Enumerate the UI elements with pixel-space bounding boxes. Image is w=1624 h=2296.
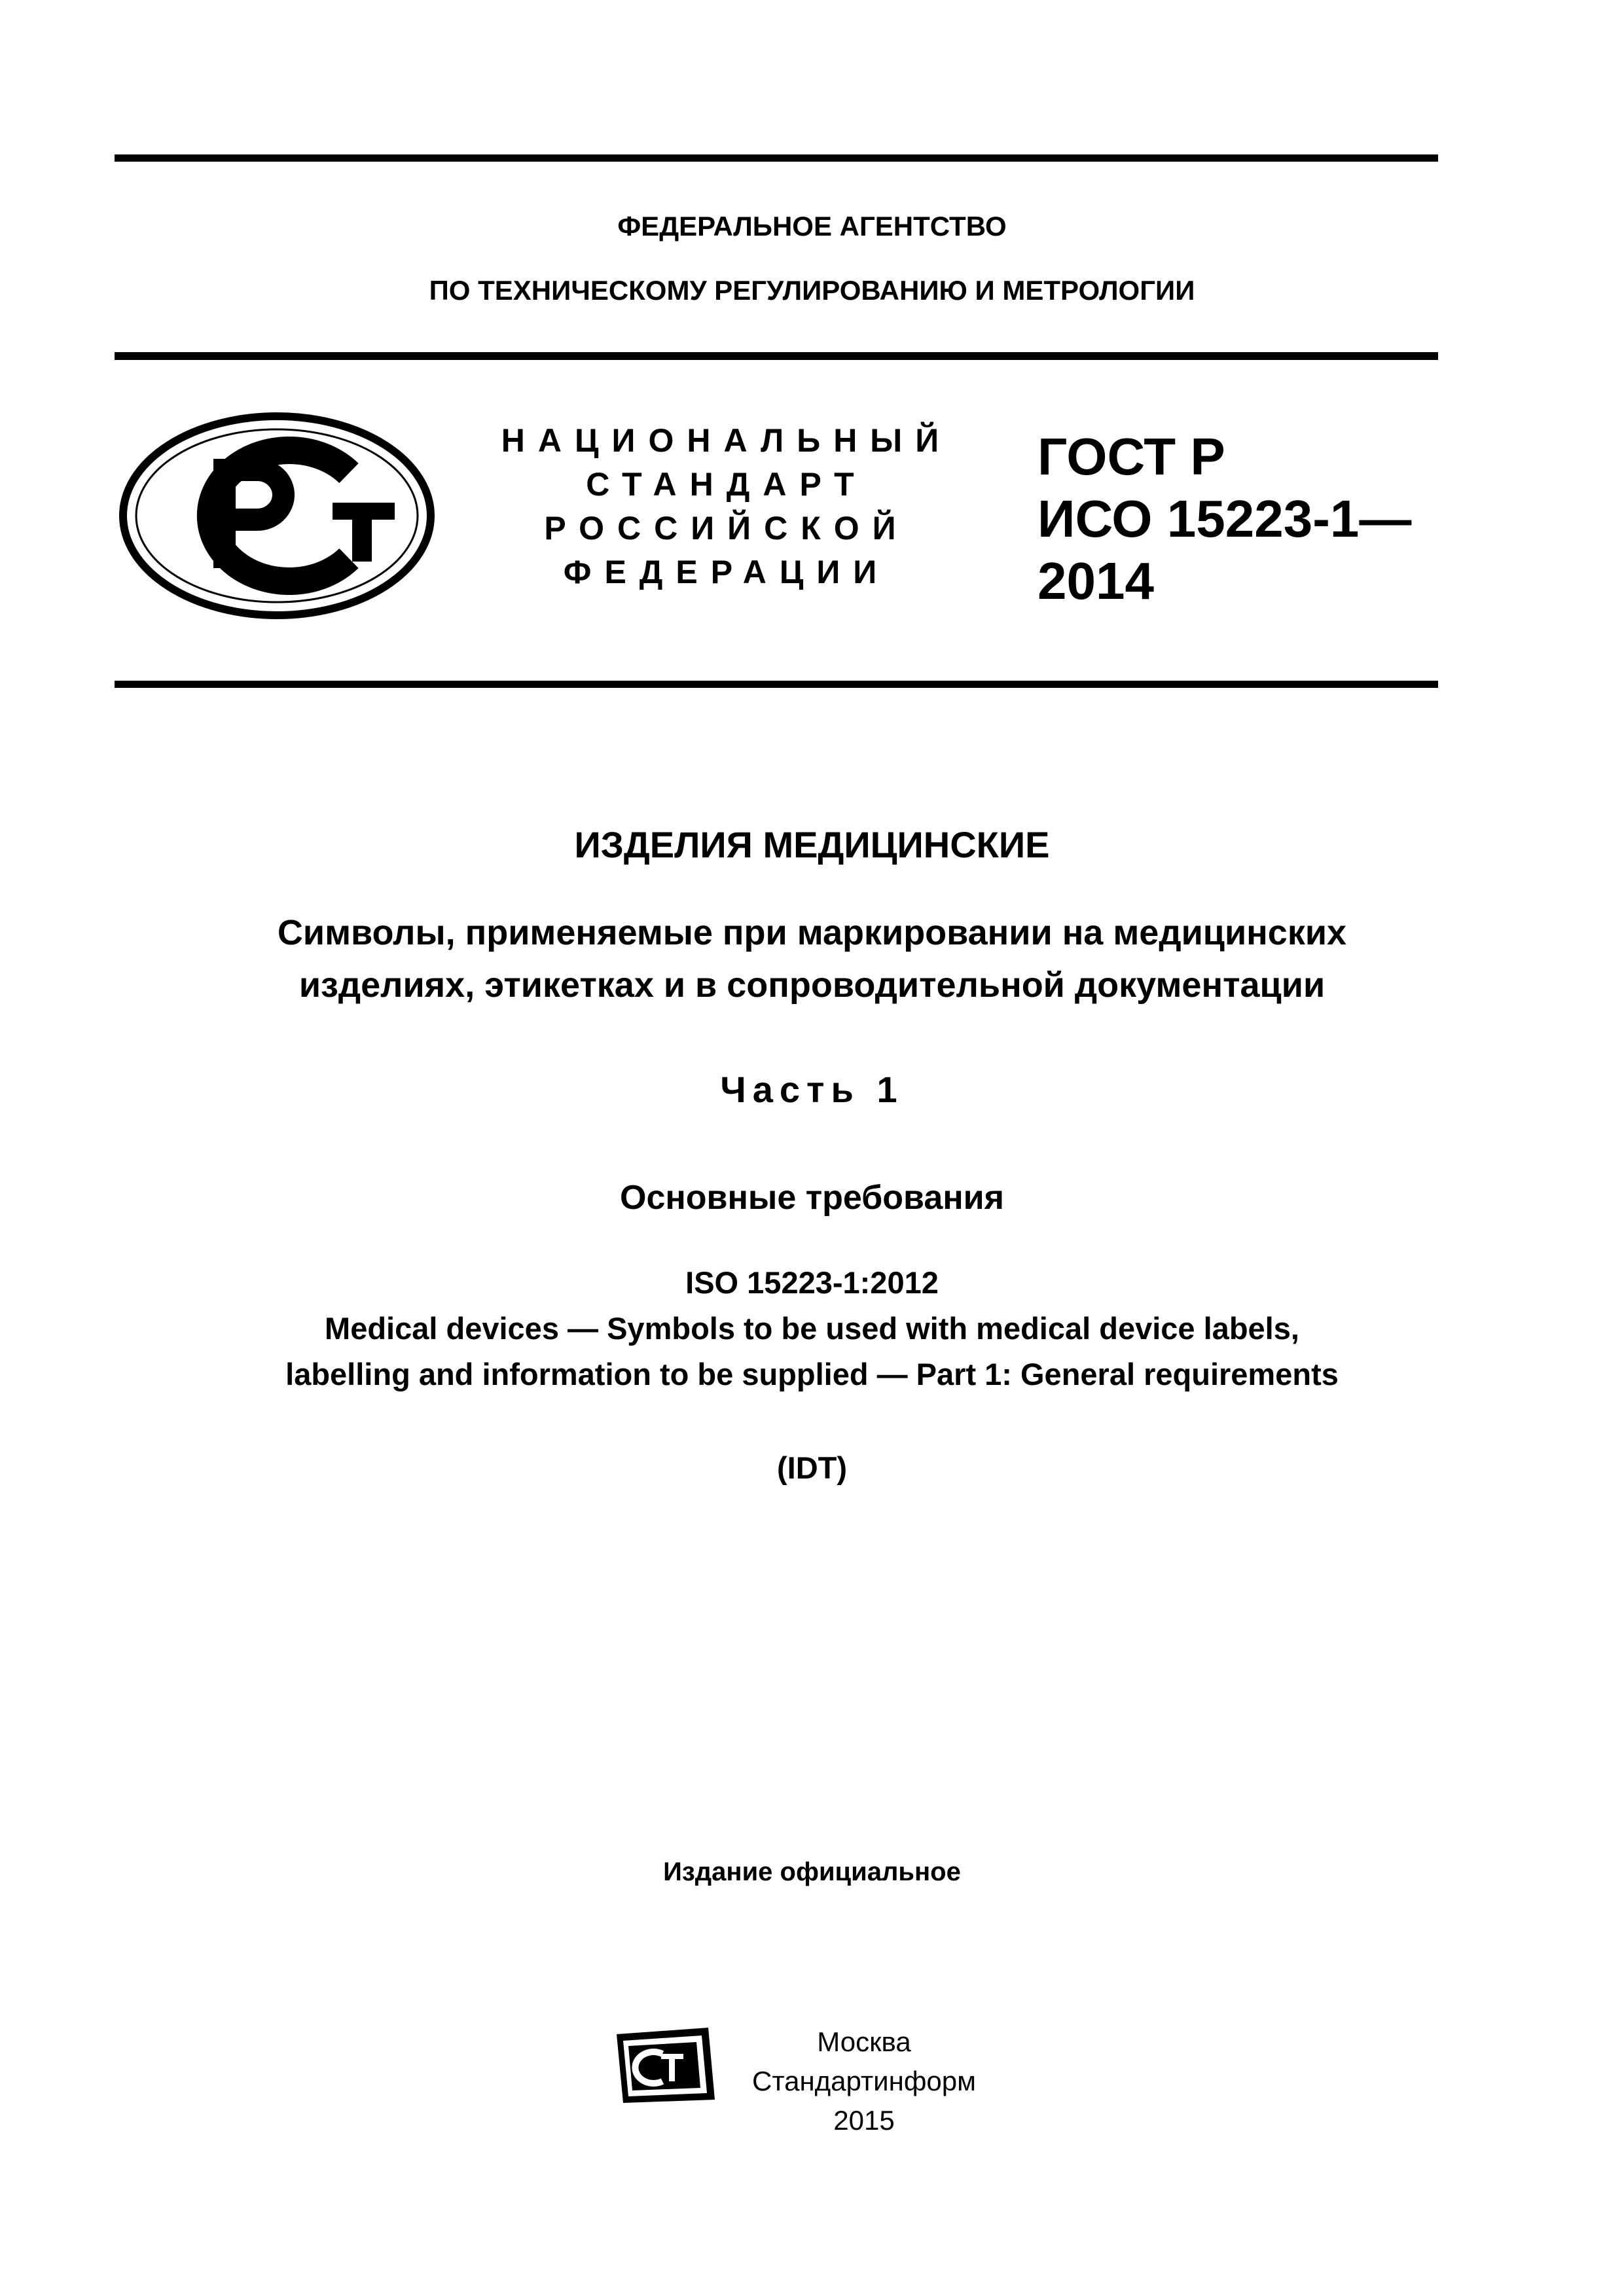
standard-designation (1038, 425, 1411, 612)
top-rule (115, 154, 1438, 162)
international-reference (0, 1260, 1624, 1397)
publication-city: Москва (817, 2026, 911, 2057)
document-subtitle (0, 906, 1624, 1011)
equivalence-degree: (IDT) (776, 1450, 847, 1485)
publication-info (720, 2022, 1008, 2140)
iso-number: ISO 15223-1:2012 (685, 1265, 939, 1300)
national-line-1: НАЦИОНАЛЬНЫЙ (501, 422, 952, 459)
rule-below-designation (115, 681, 1438, 688)
national-line-2: СТАНДАРТ (586, 466, 867, 503)
publisher-name: Стандартинформ (752, 2066, 976, 2096)
part-number: Часть 1 (720, 1069, 904, 1110)
rule-below-agency (115, 352, 1438, 360)
document-title: ИЗДЕЛИЯ МЕДИЦИНСКИЕ (574, 824, 1050, 865)
subtitle-line-1: Символы, применяемые при маркировании на медицинских (277, 913, 1347, 952)
subtitle-line-2: изделиях, этикетках и в сопроводительной документации (298, 965, 1326, 1005)
iso-title-line-1: Medical devices — Symbols to be used with medical device labels, (325, 1311, 1299, 1346)
official-edition: Издание официальное (663, 1857, 961, 1886)
standartinform-logo (610, 2021, 721, 2106)
national-line-4: ФЕДЕРАЦИИ (563, 554, 890, 590)
designation-line-3: 2014 (1038, 552, 1154, 610)
rst-logo-text: РСТ (117, 411, 118, 412)
publication-year: 2015 (833, 2105, 895, 2136)
agency-line-1: ФЕДЕРАЛЬНОЕ АГЕНТСТВО (617, 211, 1007, 242)
designation-line-2: ИСО 15223-1— (1038, 490, 1412, 548)
standartinform-logo-text: СТИ (610, 2021, 612, 2022)
national-standard-label (497, 419, 956, 594)
agency-line-2: ПО ТЕХНИЧЕСКОМУ РЕГУЛИРОВАНИЮ И МЕТРОЛОГИИ (429, 275, 1195, 306)
national-line-3: РОССИЙСКОЙ (544, 510, 909, 547)
part-title: Основные требования (620, 1179, 1004, 1217)
iso-title-line-2: labelling and information to be supplied — Part 1: General requirements (285, 1357, 1339, 1391)
rst-logo (117, 411, 437, 620)
designation-line-1: ГОСТ Р (1038, 427, 1225, 486)
